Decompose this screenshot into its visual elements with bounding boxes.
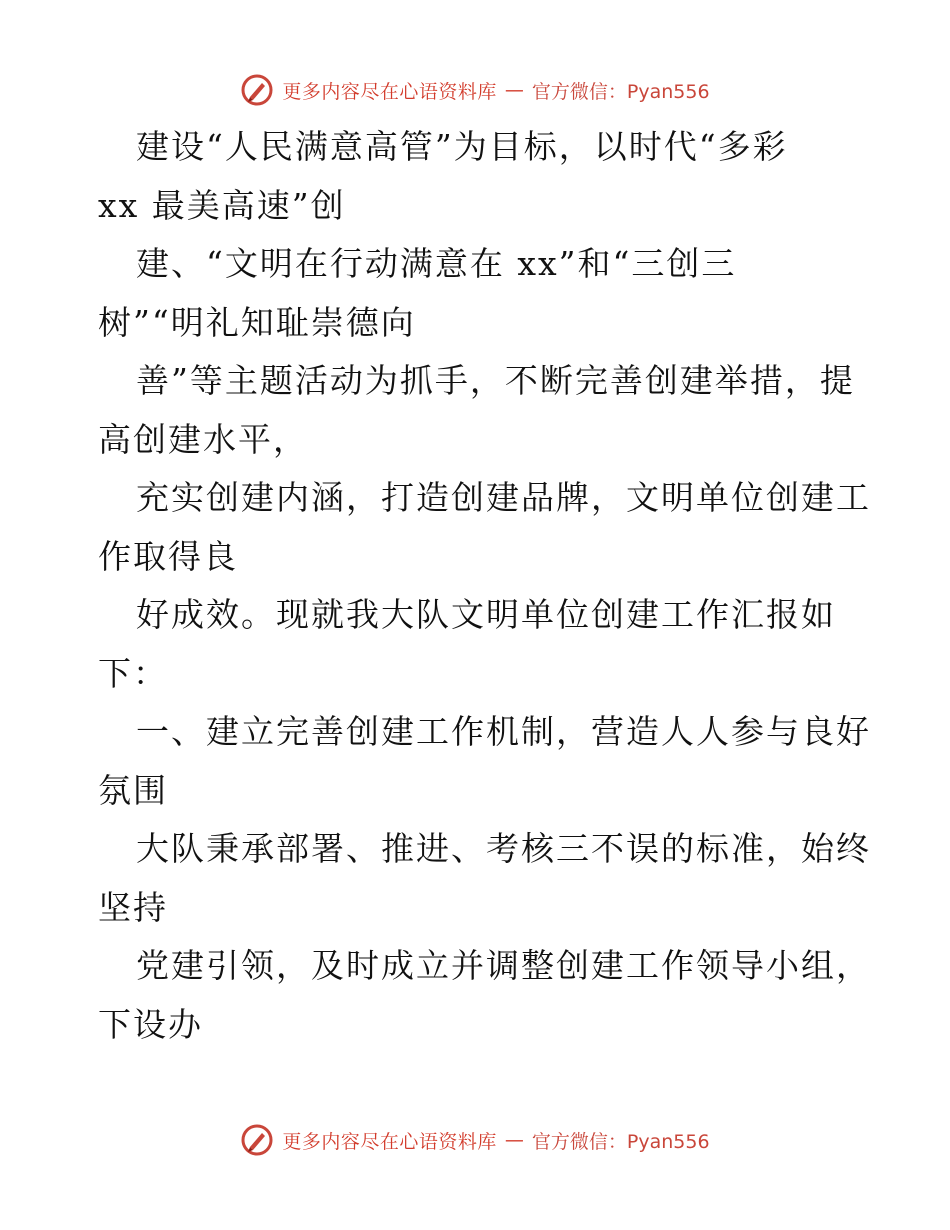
document-body [98, 118, 871, 1054]
text-line: 一、建立完善创建工作机制，营造人人参与良好 [136, 712, 871, 751]
pen-circle-logo-icon [240, 73, 274, 107]
footer-banner [0, 1120, 950, 1160]
text-line: 氛围 [98, 770, 168, 810]
text-line: 充实创建内涵，打造创建品牌，文明单位创建工 [136, 478, 871, 517]
header-banner [0, 70, 950, 110]
text-line: 善”等主题活动为抓手，不断完善创建举措，提 [136, 361, 855, 400]
header-banner-text: 更多内容尽在心语资料库 [282, 80, 497, 103]
footer-banner-text: 更多内容尽在心语资料库 [282, 1130, 497, 1153]
text-line: 下： [98, 653, 168, 693]
pen-circle-logo-icon [240, 1123, 274, 1157]
text-line: 坚持 [98, 887, 168, 927]
text-line: 好成效。现就我大队文明单位创建工作汇报如 [136, 595, 836, 634]
text-line: 高创建水平， [98, 419, 308, 459]
header-banner-wechat: 官方微信：Pyan556 [531, 80, 710, 103]
text-line: 党建引领，及时成立并调整创建工作领导小组， [136, 946, 871, 985]
text-line: 作取得良 [98, 536, 238, 576]
text-line: 大队秉承部署、推进、考核三不误的标准，始终 [136, 829, 871, 868]
footer-banner-wechat: 官方微信：Pyan556 [531, 1130, 710, 1153]
text-line: 建、“文明在行动满意在 xx”和“三创三 [136, 244, 737, 283]
text-line: 建设“人民满意高管”为目标，以时代“多彩 [136, 127, 788, 166]
text-line: xx 最美高速”创 [98, 185, 346, 225]
footer-banner-separator: — [504, 1129, 524, 1151]
text-line: 下设办 [98, 1004, 203, 1044]
header-banner-separator: — [504, 79, 524, 101]
text-line: 树”“明礼知耻崇德向 [98, 302, 416, 342]
